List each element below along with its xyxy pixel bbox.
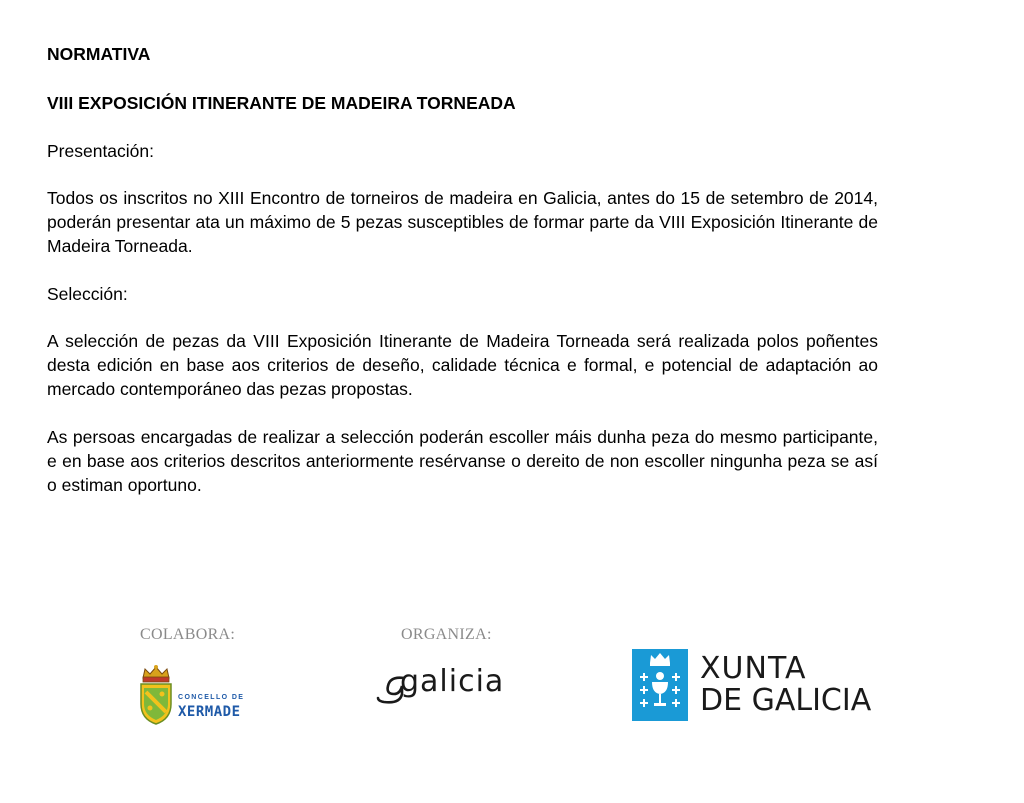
xermade-logo-line1: CONCELLO DE [178,694,245,701]
xunta-logo-line1: XUNTA [700,651,807,686]
paragraph-seleccion-2: As persoas encargadas de realizar a selección poderán escoller máis dunha peza do mesmo participante, e en base aos criterios descritos anteriormente resérvanse o dereito de non escoller ningunha peza se así o estiman oportuno. [47,427,878,495]
galicia-logo [376,660,512,708]
document-subtitle: VIII EXPOSICIÓN ITINERANTE DE MADEIRA TORNEADA [47,93,516,113]
xunta-emblem-icon [632,649,688,721]
organiza-label: ORGANIZA: [401,626,492,643]
xunta-logo [632,649,872,723]
colabora-label: COLABORA: [140,626,236,643]
coat-of-arms-icon [138,664,174,726]
paragraph-presentacion: Todos os inscritos no XIII Encontro de torneiros de madeira en Galicia, antes do 15 de setembro de 2014, poderán presentar ata un máximo de 5 pezas susceptibles de formar parte da VIII Exposición Itinerante de Madeira Torneada. [47,188,878,256]
document-title: NORMATIVA [47,44,151,64]
xunta-logo-line2: DE GALICIA [700,683,872,718]
galicia-logo-text: galicia [400,664,505,699]
xermade-logo-line2: XERMADE [178,704,241,720]
section-heading-seleccion: Selección: [47,284,128,304]
paragraph-seleccion-1: A selección de pezas da VIII Exposición Itinerante de Madeira Torneada será realizada polos poñentes desta edición en base aos criterios de deseño, calidade técnica e formal, e potencial de adaptación ao mercado contemporáneo das pezas propostas. [47,331,878,399]
section-heading-presentacion: Presentación: [47,141,155,161]
xermade-logo [138,664,258,728]
